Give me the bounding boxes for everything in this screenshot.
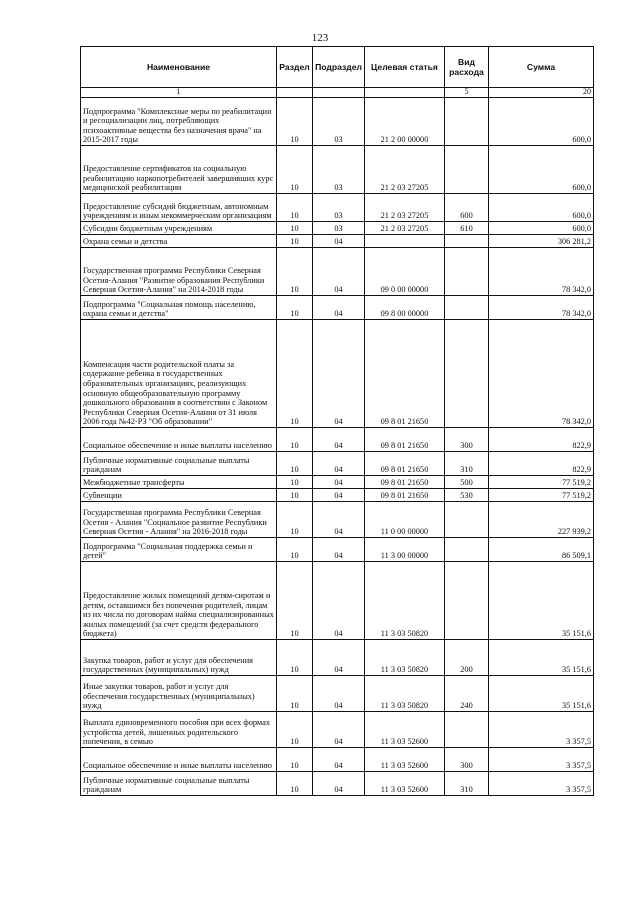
row-razdel: 10: [277, 502, 313, 538]
header-summa: Сумма: [489, 47, 594, 88]
row-summa: 600,0: [489, 98, 594, 146]
row-summa: 86 509,1: [489, 538, 594, 562]
row-statya: 09 8 01 21650: [365, 476, 445, 489]
row-summa: 600,0: [489, 194, 594, 222]
table-row: [81, 676, 594, 712]
row-summa: 35 151,6: [489, 640, 594, 676]
row-summa: 227 939,2: [489, 502, 594, 538]
row-summa: 78 342,0: [489, 248, 594, 296]
row-podrazdel: 04: [313, 428, 365, 452]
row-vid: 300: [445, 428, 489, 452]
row-podrazdel: 04: [313, 538, 365, 562]
row-podrazdel: 04: [313, 748, 365, 772]
row-vid: [445, 248, 489, 296]
row-name: Охрана семьи и детства: [81, 235, 277, 248]
row-summa: 77 519,2: [489, 476, 594, 489]
row-podrazdel: 04: [313, 320, 365, 428]
table-row: [81, 562, 594, 640]
table-row: [81, 248, 594, 296]
row-statya: 09 8 01 21650: [365, 452, 445, 476]
row-razdel: 10: [277, 428, 313, 452]
row-statya: 09 8 00 00000: [365, 296, 445, 320]
row-statya: 11 3 03 50820: [365, 640, 445, 676]
row-statya: [365, 235, 445, 248]
row-razdel: 10: [277, 712, 313, 748]
row-vid: [445, 712, 489, 748]
table-row: [81, 772, 594, 796]
row-podrazdel: 04: [313, 640, 365, 676]
row-summa: 77 519,2: [489, 489, 594, 502]
row-vid: 530: [445, 489, 489, 502]
row-name: Межбюджетные трансферты: [81, 476, 277, 489]
row-name: Иные закупки товаров, работ и услуг для обеспечения государственных (муниципальных) нужд: [81, 676, 277, 712]
column-number: [313, 88, 365, 98]
row-razdel: 10: [277, 476, 313, 489]
row-name: Публичные нормативные социальные выплаты гражданам: [81, 452, 277, 476]
table-row: [81, 428, 594, 452]
row-razdel: 10: [277, 146, 313, 194]
row-vid: [445, 320, 489, 428]
row-podrazdel: 03: [313, 146, 365, 194]
row-razdel: 10: [277, 676, 313, 712]
row-vid: 310: [445, 772, 489, 796]
column-number: [365, 88, 445, 98]
row-statya: 11 3 03 52600: [365, 748, 445, 772]
row-statya: 11 3 03 52600: [365, 772, 445, 796]
row-name: Компенсация части родительской платы за содержание ребенка в государственных образовательных организациях, реализующих основную общеобразовательную программу дошкольного образования в соответствии с Законом Республики Северная Осетия-Алания от 31 июля 2006 года №42-РЗ "Об образовании": [81, 320, 277, 428]
table-row: [81, 235, 594, 248]
row-statya: 11 3 00 00000: [365, 538, 445, 562]
row-name: Подпрограмма "Социальная помощь населению, охрана семьи и детства": [81, 296, 277, 320]
row-summa: 600,0: [489, 146, 594, 194]
row-name: Государственная программа Республики Северная Осетия - Алания "Социальное развитие Республики Северная Осетия - Алания" на 2016-2018 годы: [81, 502, 277, 538]
row-razdel: 10: [277, 538, 313, 562]
row-podrazdel: 03: [313, 222, 365, 235]
row-vid: [445, 146, 489, 194]
row-podrazdel: 03: [313, 98, 365, 146]
row-vid: 500: [445, 476, 489, 489]
row-summa: 822,9: [489, 428, 594, 452]
row-vid: [445, 98, 489, 146]
row-summa: 3 357,5: [489, 772, 594, 796]
row-vid: [445, 296, 489, 320]
table-row: [81, 320, 594, 428]
row-razdel: 10: [277, 222, 313, 235]
table-row: [81, 489, 594, 502]
header-razdel: Раздел: [277, 47, 313, 88]
row-razdel: 10: [277, 772, 313, 796]
row-statya: 21 2 03 27205: [365, 146, 445, 194]
row-vid: 610: [445, 222, 489, 235]
row-summa: 35 151,6: [489, 676, 594, 712]
row-summa: 3 357,5: [489, 748, 594, 772]
row-podrazdel: 04: [313, 772, 365, 796]
row-name: Субвенции: [81, 489, 277, 502]
table-row: [81, 296, 594, 320]
table-row: [81, 640, 594, 676]
row-summa: 306 281,2: [489, 235, 594, 248]
row-razdel: 10: [277, 235, 313, 248]
row-razdel: 10: [277, 248, 313, 296]
column-number-row: [81, 88, 594, 98]
row-podrazdel: 04: [313, 476, 365, 489]
row-statya: 21 2 03 27205: [365, 222, 445, 235]
row-name: Выплата единовременного пособия при всех формах устройства детей, лишенных родительского попечения, в семью: [81, 712, 277, 748]
row-statya: 21 2 03 27205: [365, 194, 445, 222]
row-razdel: 10: [277, 748, 313, 772]
row-razdel: 10: [277, 194, 313, 222]
table-row: [81, 502, 594, 538]
row-summa: 78 342,0: [489, 320, 594, 428]
row-statya: 09 8 01 21650: [365, 320, 445, 428]
row-name: Социальное обеспечение и иные выплаты населению: [81, 748, 277, 772]
column-number: 20: [489, 88, 594, 98]
table-row: [81, 476, 594, 489]
header-statya: Целевая статья: [365, 47, 445, 88]
row-name: Предоставление субсидий бюджетным, автономным учреждениям и иным некоммерческим организациям: [81, 194, 277, 222]
row-vid: [445, 502, 489, 538]
row-razdel: 10: [277, 98, 313, 146]
row-podrazdel: 04: [313, 712, 365, 748]
row-name: Предоставление сертификатов на социальную реабилитацию наркопотребителей завершивших курс медицинской реабилитации: [81, 146, 277, 194]
row-summa: 35 151,6: [489, 562, 594, 640]
row-name: Государственная программа Республики Северная Осетия-Алания "Развитие образования Республики Северная Осетия-Алания" на 2014-2018 годы: [81, 248, 277, 296]
row-statya: 11 0 00 00000: [365, 502, 445, 538]
row-podrazdel: 04: [313, 235, 365, 248]
row-podrazdel: 04: [313, 248, 365, 296]
row-name: Подпрограмма "Социальная поддержка семьи и детей": [81, 538, 277, 562]
row-summa: 600,0: [489, 222, 594, 235]
row-razdel: 10: [277, 640, 313, 676]
row-name: Субсидии бюджетным учреждениям: [81, 222, 277, 235]
row-summa: 822,9: [489, 452, 594, 476]
row-vid: 300: [445, 748, 489, 772]
row-podrazdel: 04: [313, 489, 365, 502]
row-statya: 21 2 00 00000: [365, 98, 445, 146]
header-podrazdel: Подраздел: [313, 47, 365, 88]
table-row: [81, 538, 594, 562]
row-vid: [445, 235, 489, 248]
header-name: Наименование: [81, 47, 277, 88]
row-podrazdel: 04: [313, 502, 365, 538]
row-vid: 310: [445, 452, 489, 476]
row-vid: 600: [445, 194, 489, 222]
row-razdel: 10: [277, 320, 313, 428]
row-statya: 11 3 03 52600: [365, 712, 445, 748]
table-row: [81, 452, 594, 476]
row-statya: 09 8 01 21650: [365, 489, 445, 502]
column-number: 5: [445, 88, 489, 98]
row-name: Социальное обеспечение и иные выплаты населению: [81, 428, 277, 452]
page-number: 123: [311, 32, 329, 44]
row-podrazdel: 04: [313, 562, 365, 640]
row-statya: 11 3 03 50820: [365, 562, 445, 640]
row-name: Публичные нормативные социальные выплаты гражданам: [81, 772, 277, 796]
table-row: [81, 98, 594, 146]
header-row: [81, 47, 594, 88]
row-razdel: 10: [277, 562, 313, 640]
row-name: Закупка товаров, работ и услуг для обеспечения государственных (муниципальных) нужд: [81, 640, 277, 676]
row-name: Подпрограмма "Комплексные меры по реабилитации и ресоциализации лиц, потребляющих психоактивные вещества без назначения врача" на 2015-2017 годы: [81, 98, 277, 146]
header-vid: Вид расхода: [445, 47, 489, 88]
row-summa: 78 342,0: [489, 296, 594, 320]
row-razdel: 10: [277, 296, 313, 320]
row-podrazdel: 04: [313, 452, 365, 476]
budget-table: [80, 46, 594, 796]
row-vid: 200: [445, 640, 489, 676]
table-row: [81, 748, 594, 772]
row-statya: 09 8 01 21650: [365, 428, 445, 452]
row-razdel: 10: [277, 452, 313, 476]
row-statya: 09 0 00 00000: [365, 248, 445, 296]
row-podrazdel: 04: [313, 676, 365, 712]
column-number: 1: [81, 88, 277, 98]
table-row: [81, 146, 594, 194]
row-podrazdel: 03: [313, 194, 365, 222]
table-row: [81, 712, 594, 748]
table-row: [81, 194, 594, 222]
row-vid: 240: [445, 676, 489, 712]
row-statya: 11 3 03 50820: [365, 676, 445, 712]
column-number: [277, 88, 313, 98]
row-podrazdel: 04: [313, 296, 365, 320]
row-razdel: 10: [277, 489, 313, 502]
table-row: [81, 222, 594, 235]
row-vid: [445, 538, 489, 562]
row-summa: 3 357,5: [489, 712, 594, 748]
row-name: Предоставление жилых помещений детям-сиротам и детям, оставшимся без попечения родителей, лицам из их числа по договорам найма специализированных жилых помещений (за счет средств федерального бюджета): [81, 562, 277, 640]
row-vid: [445, 562, 489, 640]
